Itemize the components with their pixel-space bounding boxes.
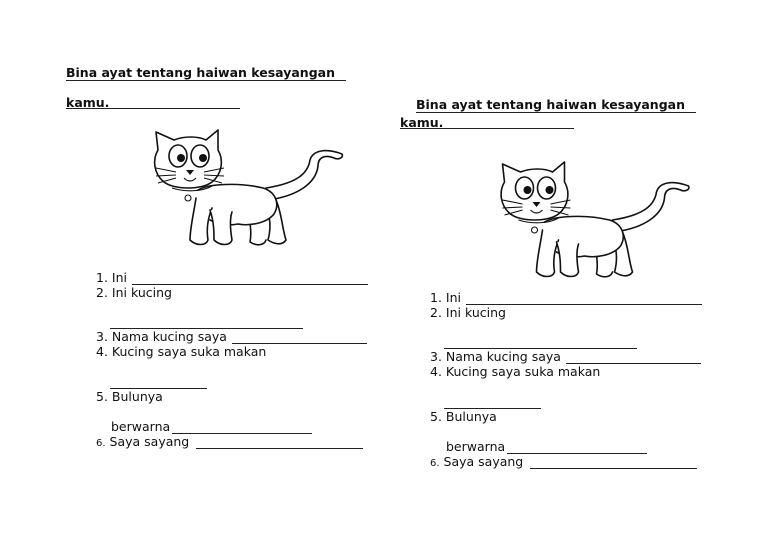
right-title-underline1 <box>416 112 696 113</box>
left-item-3 <box>96 329 227 344</box>
right-item-1-text: Ini <box>445 290 462 305</box>
right-answer-line-6 <box>530 468 697 469</box>
left-item-5-continued: berwarna <box>111 419 171 434</box>
right-item-6-number: 6. <box>430 458 440 469</box>
left-item-4-number: 4. <box>96 344 108 359</box>
right-item-4-text: Kucing saya suka makan <box>445 364 601 379</box>
left-item-2 <box>96 285 172 300</box>
left-item-5-text: Bulunya <box>111 389 163 404</box>
left-answer-line-6 <box>196 448 363 449</box>
left-answer-line-5 <box>172 433 312 434</box>
left-cat-illustration <box>148 128 353 253</box>
right-item-6-text: Saya sayang <box>443 454 524 469</box>
right-item-6 <box>430 454 523 469</box>
left-item-4 <box>96 344 266 359</box>
right-item-5-text: Bulunya <box>445 409 497 424</box>
right-item-4-number: 4. <box>430 364 442 379</box>
left-item-1-number: 1. <box>96 270 108 285</box>
right-title-line1: Bina ayat tentang haiwan kesayangan <box>416 97 685 112</box>
right-item-1-number: 1. <box>430 290 442 305</box>
right-item-3-number: 3. <box>430 349 442 364</box>
right-item-2 <box>430 305 506 320</box>
right-item-5-continued: berwarna <box>446 439 506 454</box>
left-item-1 <box>96 270 127 285</box>
left-item-4-text: Kucing saya suka makan <box>111 344 267 359</box>
left-item-3-text: Nama kucing saya <box>111 329 227 344</box>
left-item-3-number: 3. <box>96 329 108 344</box>
right-item-3 <box>430 349 561 364</box>
left-item-5 <box>96 389 163 404</box>
left-title-underline1 <box>66 80 346 81</box>
left-item-1-text: Ini <box>111 270 128 285</box>
right-title-underline2 <box>400 128 574 129</box>
right-item-5-number: 5. <box>430 409 442 424</box>
right-item-1 <box>430 290 461 305</box>
right-answer-line-5 <box>507 453 647 454</box>
right-item-2-number: 2. <box>430 305 442 320</box>
left-title-line2: kamu. <box>66 95 110 110</box>
left-item-5-number: 5. <box>96 389 108 404</box>
right-item-4 <box>430 364 600 379</box>
left-item-6 <box>96 434 189 449</box>
left-item-2-number: 2. <box>96 285 108 300</box>
left-item-6-number: 6. <box>96 438 106 449</box>
left-item-6-text: Saya sayang <box>109 434 190 449</box>
right-cat-illustration <box>492 160 702 285</box>
right-item-3-text: Nama kucing saya <box>445 349 561 364</box>
left-title-line1: Bina ayat tentang haiwan kesayangan <box>66 65 335 80</box>
right-item-5 <box>430 409 497 424</box>
right-title-line2: kamu. <box>400 115 444 130</box>
left-title-underline2 <box>66 108 240 109</box>
right-item-2-text: Ini kucing <box>445 305 506 320</box>
left-item-2-text: Ini kucing <box>111 285 172 300</box>
